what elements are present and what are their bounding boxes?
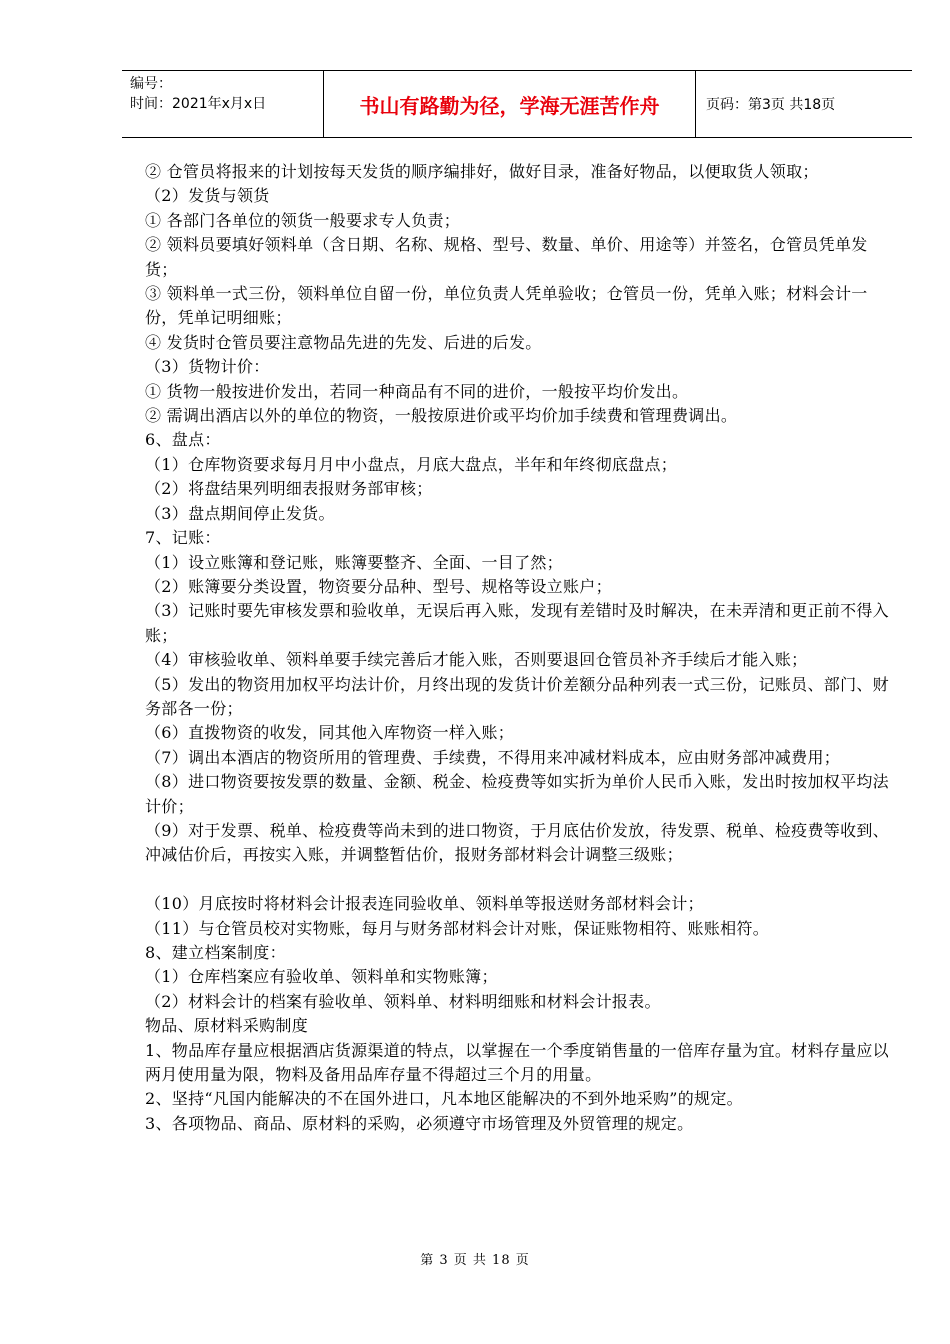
paragraph: ② 仓管员将报来的计划按每天发货的顺序编排好，做好目录，准备好物品，以便取货人领取； <box>145 162 819 181</box>
paragraph: ① 货物一般按进价发出，若同一种商品有不同的进价，一般按平均价发出。 <box>145 381 689 401</box>
page-header <box>122 70 912 138</box>
paragraph: （2）发货与领货 <box>145 186 270 206</box>
paragraph: （3）货物计价： <box>145 357 270 377</box>
section-title: 物品、原材料采购制度 <box>145 1016 309 1036</box>
paragraph: ① 各部门各单位的领货一般要求专人负责； <box>145 210 461 230</box>
paragraph: （4）审核验收单、领料单要手续完善后才能入账，否则要退回仓管员补齐手续后才能入账； <box>145 650 808 670</box>
header-page-info: 页码：第3页 共18页 <box>706 97 836 113</box>
paragraph: （2）账簿要分类设置，物资要分品种、型号、规格等设立账户； <box>145 576 612 596</box>
section-heading: 8、建立档案制度： <box>145 942 286 962</box>
paragraph: （2）材料会计的档案有验收单、领料单、材料明细账和材料会计报表。 <box>145 991 661 1011</box>
header-motto-cell <box>324 71 696 137</box>
paragraph: （7）调出本酒店的物资所用的管理费、手续费，不得用来冲减材料成本，应由财务部冲减费用； <box>145 747 841 767</box>
paragraph: （5）发出的物资用加权平均法计价，月终出现的发货计价差额分品种列表一式三份，记账员、部门、财务部各一份； <box>145 674 889 718</box>
paragraph: ② 需调出酒店以外的单位的物资，一般按原进价或平均价加手续费和管理费调出。 <box>145 406 738 426</box>
paragraph: （11）与仓管员校对实物账，每月与财务部材料会计对账，保证账物相符、账账相符。 <box>145 918 770 938</box>
document-time-label: 时间：2021年x月x日 <box>130 96 267 112</box>
paragraph: （10）月底按时将材料会计报表连同验收单、领料单等报送财务部材料会计； <box>145 894 704 914</box>
header-meta-cell <box>122 71 324 137</box>
paragraph: （1）设立账簿和登记账，账簿要整齐、全面、一目了然； <box>145 552 563 572</box>
paragraph: （8）进口物资要按发票的数量、金额、税金、检疫费等如实折为单价人民币入账，发出时按加权平均法计价； <box>145 772 889 816</box>
document-body <box>145 160 890 1136</box>
page-footer: 第 3 页 共 18 页 <box>420 1253 530 1268</box>
paragraph: （6）直拨物资的收发，同其他入库物资一样入账； <box>145 723 515 743</box>
paragraph: 3、各项物品、商品、原材料的采购，必须遵守市场管理及外贸管理的规定。 <box>145 1113 694 1133</box>
document-number-label: 编号： <box>130 76 172 92</box>
paragraph: （1）仓库档案应有验收单、领料单和实物账簿； <box>145 967 498 987</box>
paragraph: （3）盘点期间停止发货。 <box>145 503 335 523</box>
paragraph: ④ 发货时仓管员要注意物品先进的先发、后进的后发。 <box>145 332 542 352</box>
paragraph: （3）记账时要先审核发票和验收单，无误后再入账，发现有差错时及时解决，在未弄清和更正前不得入账； <box>145 601 889 645</box>
paragraph: （1）仓库物资要求每月月中小盘点，月底大盘点，半年和年终彻底盘点； <box>145 454 678 474</box>
section-heading: 7、记账： <box>145 528 221 548</box>
paragraph: （2）将盘结果列明细表报财务部审核； <box>145 479 433 499</box>
paragraph: （9）对于发票、税单、检疫费等尚未到的进口物资，于月底估价发放，待发票、税单、检疫费等收到、冲减估价后，再按实入账，并调整暂估价，报财务部材料会计调整三级账； <box>145 820 889 865</box>
paragraph: 1、物品库存量应根据酒店货源渠道的特点，以掌握在一个季度销售量的一倍库存量为宜。材料存量应以两月使用量为限，物料及备用品库存量不得超过三个月的用量。 <box>145 1040 889 1085</box>
paragraph: ② 领料员要填好领料单（含日期、名称、规格、型号、数量、单价、用途等）并签名，仓管员凭单发货； <box>145 235 868 279</box>
header-motto: 书山有路勤为径，学海无涯苦作舟 <box>359 93 660 118</box>
section-heading: 6、盘点： <box>145 430 221 450</box>
paragraph: 2、坚持“凡国内能解决的不在国外进口，凡本地区能解决的不到外地采购”的规定。 <box>145 1089 743 1109</box>
paragraph: ③ 领料单一式三份，领料单位自留一份，单位负责人凭单验收；仓管员一份，凭单入账；材料会计一份，凭单记明细账； <box>145 284 868 328</box>
header-page-cell <box>696 71 912 137</box>
